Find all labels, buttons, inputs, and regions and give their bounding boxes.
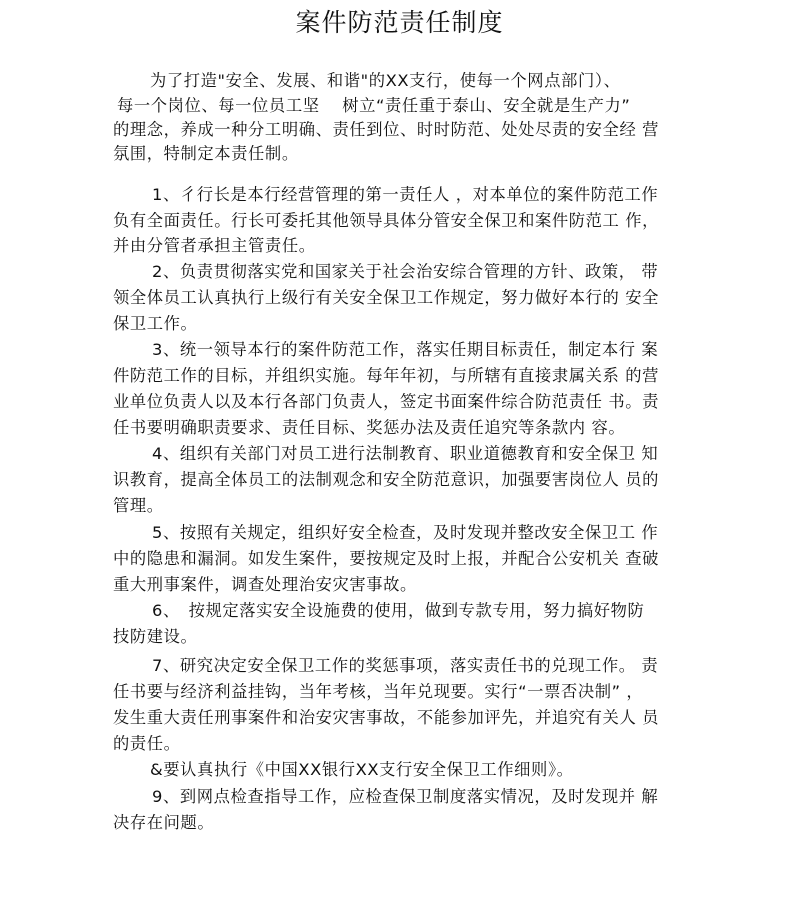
text-line: 决存在问题。 bbox=[113, 813, 215, 832]
text-line: 3、统一领导本行的案件防范工作，落实任期目标责任，制定本行 案 bbox=[152, 340, 659, 359]
text-line: 每一个岗位、每一位员工坚 树立“责任重于泰山、安全就是生产力” bbox=[117, 96, 631, 115]
document-title: 案件防范责任制度 bbox=[295, 8, 504, 37]
text-line: 发生重大责任刑事案件和治安灾害事故，不能参加评先，并追究有关人 员 bbox=[113, 708, 659, 727]
text-line: 2、负责贯彻落实党和国家关于社会治安综合管理的方针、政策， 带 bbox=[152, 262, 659, 281]
text-line: 保卫工作。 bbox=[113, 314, 198, 333]
text-line: &要认真执行《中国XX银行XX支行安全保卫工作细则》。 bbox=[150, 760, 574, 779]
text-line: 6、 按规定落实安全设施费的使用，做到专款专用，努力搞好物防 bbox=[152, 601, 645, 620]
text-line: 9、到网点检查指导工作，应检查保卫制度落实情况，及时发现并 解 bbox=[152, 787, 659, 806]
text-line: 并由分管者承担主管责任。 bbox=[113, 236, 316, 255]
text-line: 领全体员工认真执行上级行有关安全保卫工作规定，努力做好本行的 安全 bbox=[113, 288, 659, 307]
text-line: 的责任。 bbox=[113, 734, 181, 753]
text-line: 1、彳行长是本行经营管理的第一责任人 ，对本单位的案件防范工作 bbox=[152, 185, 659, 204]
text-line: 重大刑事案件，调查处理治安灾害事故。 bbox=[113, 575, 417, 594]
text-line: 4、组织有关部门对员工进行法制教育、职业道德教育和安全保卫 知 bbox=[152, 444, 659, 463]
text-line: 为了打造"安全、发展、和谐"的XX支行，使每一个网点部门）、 bbox=[150, 71, 621, 90]
text-line: 5、按照有关规定，组织好安全检查，及时发现并整改安全保卫工 作 bbox=[152, 523, 659, 542]
text-line: 7、研究决定安全保卫工作的奖惩事项，落实责任书的兑现工作。 责 bbox=[152, 656, 659, 675]
text-line: 氛围，特制定本责任制。 bbox=[113, 144, 299, 163]
text-line: 负有全面责任。行长可委托其他领导具体分管安全保卫和案件防范工 作， bbox=[113, 211, 659, 230]
text-line: 任书要与经济利益挂钩，当年考核，当年兑现要。实行“一票否决制” ， bbox=[113, 682, 644, 701]
text-line: 中的隐患和漏洞。如发生案件，要按规定及时上报，并配合公安机关 查破 bbox=[113, 549, 659, 568]
text-line: 件防范工作的目标，并组织实施。每年年初，与所辖有直接隶属关系 的营 bbox=[113, 366, 659, 385]
text-line: 识教育，提高全体员工的法制观念和安全防范意识，加强要害岗位人 员的 bbox=[113, 470, 659, 489]
text-line: 的理念，养成一种分工明确、责任到位、时时防范、处处尽责的安全经 营 bbox=[113, 120, 659, 139]
text-line: 任书要明确职责要求、责任目标、奖惩办法及责任追究等条款内 容。 bbox=[113, 418, 626, 437]
text-line: 管理。 bbox=[113, 496, 164, 515]
text-line: 技防建设。 bbox=[113, 627, 198, 646]
text-line: 业单位负责人以及本行各部门负责人，签定书面案件综合防范责任 书。责 bbox=[113, 392, 659, 411]
